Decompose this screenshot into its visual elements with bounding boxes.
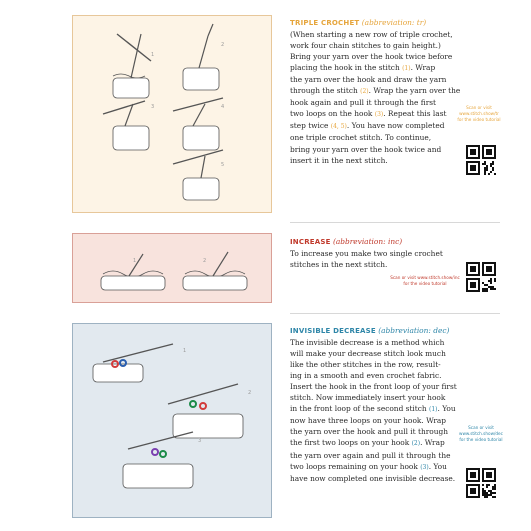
scan-line: Scan or visit www.stitch.show/inc [390, 275, 460, 280]
body-line: hook again and pull it through the first [290, 98, 436, 108]
body-line: one triple crochet stitch. To continue, [290, 133, 432, 143]
body-line [290, 403, 495, 415]
body-line: will make your decrease stitch look much [290, 349, 446, 359]
section-abbreviation: (abbreviation: dec) [378, 326, 450, 335]
body-line: work four chain stitches to gain height.) [290, 41, 441, 51]
figure-reference: (2) [411, 440, 421, 448]
video-link-note [458, 425, 504, 443]
body-text: through the stitch [290, 86, 361, 96]
section-title: INCREASE [290, 238, 331, 246]
qr-code[interactable] [466, 468, 496, 498]
figure-reference: (1) [402, 65, 411, 73]
qr-pattern [466, 145, 496, 175]
figure-number: 1 [183, 348, 187, 354]
increase-illustration-panel [72, 233, 272, 303]
triple-crochet-section [290, 17, 495, 166]
body-line [290, 461, 495, 473]
body-line: the yarn over the hook and pull it through [290, 427, 448, 437]
scan-line: for the video tutorial [459, 437, 503, 442]
body-line: the yarn over the hook and draw the yarn [290, 75, 447, 85]
figure-number: 4 [221, 104, 225, 110]
yarn-row [113, 74, 145, 78]
body-line [290, 85, 495, 97]
body-text: . You [437, 404, 456, 414]
body-text: . Wrap the yarn over the [368, 86, 461, 96]
increase-drawings [73, 234, 273, 304]
body-line: The invisible decrease is a method which [290, 338, 445, 348]
invisible-decrease-section [290, 325, 495, 484]
video-link-note [455, 105, 503, 123]
scan-line: Scan or visit [468, 425, 494, 430]
figure-number: 3 [198, 438, 202, 444]
section-abbreviation: (abbreviation: inc) [332, 237, 403, 246]
qr-code[interactable] [466, 145, 496, 175]
body-text: in the front loop of the second stitch [290, 404, 429, 414]
section-divider [290, 222, 500, 223]
figure-number: 5 [221, 162, 225, 168]
scan-line: www.stitch.show/tr [459, 111, 499, 116]
invisible-decrease-body [290, 337, 495, 484]
figure-number: 2 [248, 390, 252, 396]
figure-number: 1 [133, 258, 137, 264]
section-divider [290, 313, 500, 314]
section-title: TRIPLE CROCHET [290, 19, 360, 27]
body-line: To increase you make two single crochet [290, 249, 443, 259]
body-line: Bring your yarn over the hook twice before [290, 52, 453, 62]
scan-line: for the video tutorial [403, 281, 447, 286]
body-line: have now completed one invisible decrease. [290, 473, 456, 483]
figure-number: 3 [151, 104, 155, 110]
triple-crochet-heading [290, 17, 495, 29]
body-text: . Repeat this last [383, 109, 447, 119]
body-text: . You have now completed [346, 121, 445, 131]
invisible-decrease-drawings [73, 324, 273, 519]
increase-body [290, 248, 495, 270]
body-line: like the other stitches in the row, result- [290, 360, 441, 370]
section-title: INVISIBLE DECREASE [290, 327, 376, 335]
body-text: two loops remaining on your hook [290, 461, 421, 471]
triple-crochet-body [290, 29, 495, 166]
body-line: insert it in the next stitch. [290, 155, 388, 165]
body-text: . You [428, 461, 447, 471]
body-line: stitch. Now immediately insert your hook [290, 393, 446, 403]
invisible-decrease-illustration-panel [72, 323, 272, 518]
video-link-note [385, 275, 465, 287]
body-line: ing in a smooth and even crochet fabric. [290, 371, 442, 381]
body-line: stitches in the next stitch. [290, 260, 388, 270]
body-line: now have three loops on your hook. Wrap [290, 416, 447, 426]
body-line [290, 62, 495, 74]
body-text: two loops on the hook [290, 109, 375, 119]
body-line: bring your yarn over the hook twice and [290, 144, 442, 154]
increase-heading [290, 236, 495, 248]
body-text: . Wrap [410, 63, 436, 73]
qr-pattern [466, 468, 496, 498]
body-line: Insert the hook in the front loop of your first [290, 382, 457, 392]
section-abbreviation: (abbreviation: tr) [361, 18, 427, 27]
scan-line: Scan or visit [466, 105, 492, 110]
body-text: the first two loops on your hook [290, 438, 412, 448]
figure-number: 2 [221, 42, 225, 48]
figure-number: 1 [151, 52, 155, 58]
qr-pattern [466, 262, 496, 292]
figure-number: 2 [203, 258, 207, 264]
body-text: . Wrap [420, 438, 445, 448]
figure-reference: (4, 5) [330, 123, 347, 131]
triple-crochet-illustration-panel [72, 15, 272, 213]
invisible-decrease-heading [290, 325, 495, 337]
body-line: the yarn over again and pull it through the [290, 450, 451, 460]
body-text: placing the hook in the stitch [290, 63, 403, 73]
body-text: step twice [290, 121, 331, 131]
body-line: (When starting a new row of triple crochet, [290, 30, 453, 40]
qr-code[interactable] [466, 262, 496, 292]
increase-section [290, 236, 495, 270]
triple-crochet-drawings [73, 16, 273, 214]
scan-line: for the video tutorial [457, 117, 501, 122]
figure-reference: (2) [360, 88, 369, 96]
scan-line: www.stitch.show/dec [459, 431, 503, 436]
figure-reference: (3) [420, 463, 429, 471]
figure-reference: (3) [374, 111, 384, 119]
figure-reference: (1) [429, 406, 438, 414]
